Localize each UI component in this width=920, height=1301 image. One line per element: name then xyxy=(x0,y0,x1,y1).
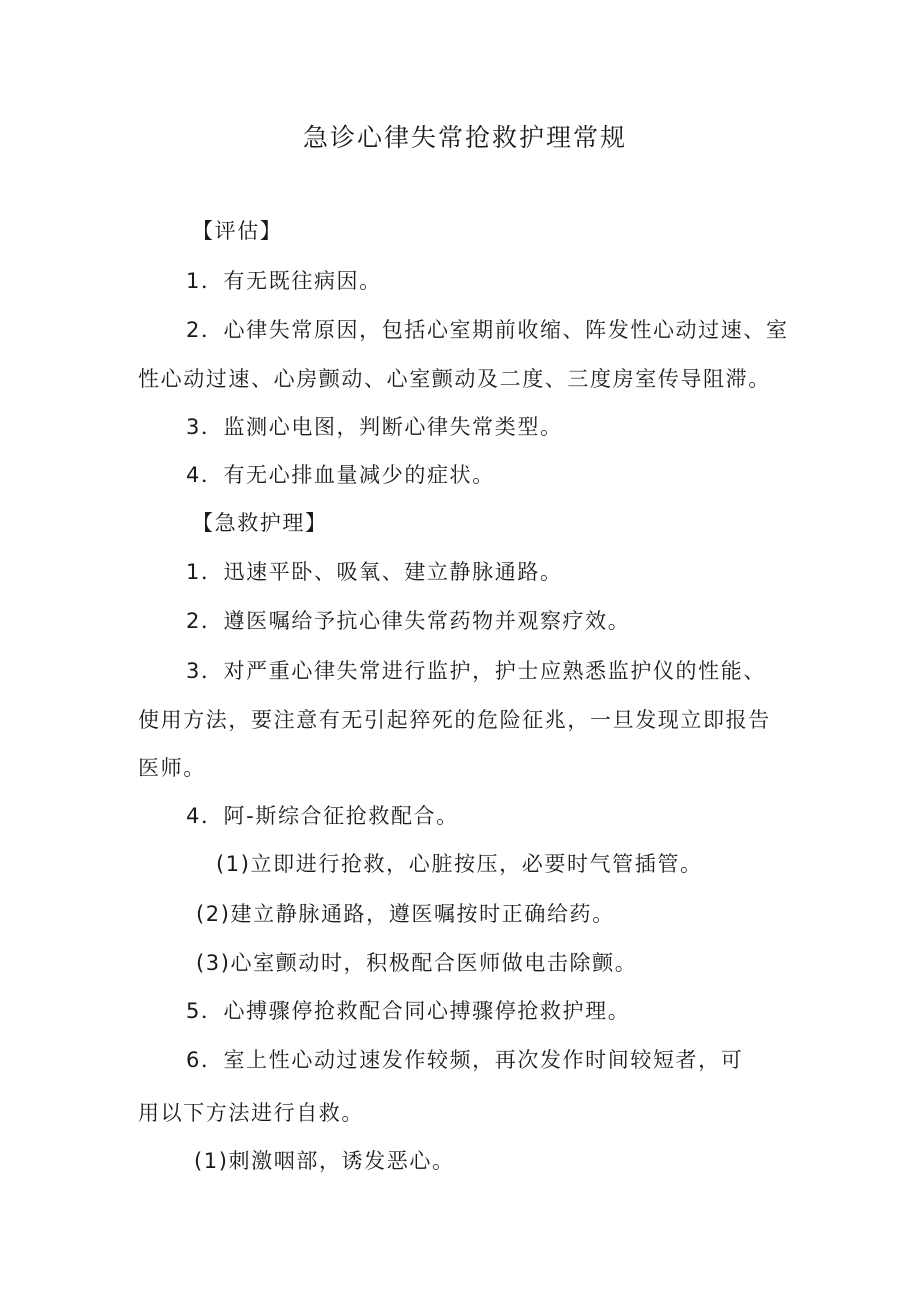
paragraph-line: 4．阿-斯综合征抢救配合。 xyxy=(186,804,459,828)
sub-item-line: (2)建立静脉通路，遵医嘱按时正确给药。 xyxy=(196,902,615,926)
paragraph-line: 3．对严重心律失常进行监护，护士应熟悉监护仪的性能、 xyxy=(186,659,766,683)
document-title: 急诊心律失常抢救护理常规 xyxy=(302,123,627,152)
paragraph-line: 使用方法，要注意有无引起猝死的危险征兆，一旦发现立即报告 xyxy=(138,708,771,732)
sub-item-line: (3)心室颤动时，积极配合医师做电击除颤。 xyxy=(196,951,638,975)
paragraph-line: 4．有无心排血量减少的症状。 xyxy=(186,463,495,487)
paragraph-line: 3．监测心电图，判断心律失常类型。 xyxy=(186,415,563,439)
paragraph-line: 1．迅速平卧、吸氧、建立静脉通路。 xyxy=(186,560,563,584)
paragraph-line: 性心动过速、心房颤动、心室颤动及二度、三度房室传导阻滞。 xyxy=(138,367,771,391)
paragraph-line: 1．有无既往病因。 xyxy=(186,269,382,293)
paragraph-line: 用以下方法进行自救。 xyxy=(138,1101,364,1125)
paragraph-line: 5．心搏骤停抢救配合同心搏骤停抢救护理。 xyxy=(186,999,631,1023)
paragraph-line: 2．心律失常原因，包括心室期前收缩、阵发性心动过速、室 xyxy=(186,318,789,342)
sub-item-line: (1)刺激咽部，诱发恶心。 xyxy=(194,1149,455,1173)
paragraph-line: 6．室上性心动过速发作较频，再次发作时间较短者，可 xyxy=(186,1048,744,1072)
paragraph-line: 2．遵医嘱给予抗心律失常药物并观察疗效。 xyxy=(186,609,631,633)
section-heading-emergency-care: 【急救护理】 xyxy=(192,511,328,535)
sub-item-line: (1)立即进行抢救，心脏按压，必要时气管插管。 xyxy=(216,852,703,876)
paragraph-line: 医师。 xyxy=(138,756,206,780)
section-heading-assessment: 【评估】 xyxy=(192,219,283,243)
